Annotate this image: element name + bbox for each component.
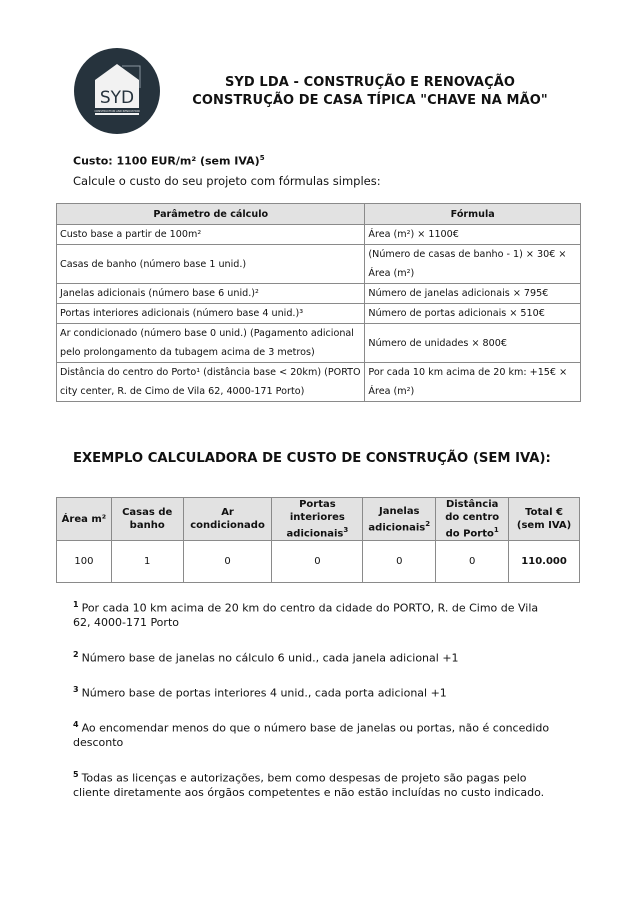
value-total: 110.000 <box>509 541 580 583</box>
cost-per-m2 <box>73 154 265 168</box>
table-header-row <box>57 204 581 225</box>
title-line-1: SYD LDA - CONSTRUÇÃO E RENOVAÇÃO <box>224 75 516 90</box>
header-formula: Fórmula <box>365 204 581 225</box>
table-row <box>57 225 581 245</box>
footnote-5: $^5$ Todas as licenças e autorizações, bem como despesas de projeto são pagas pelo cliente diretamente aos órgãos competentes e não estão incluídas no custo indicado. <box>73 769 545 799</box>
formula-cell: (Número de casas de banho - 1) × 30€ × Área (m²) <box>365 245 581 284</box>
value-bathrooms: 1 <box>111 541 183 583</box>
value-interior-doors: 0 <box>272 541 363 583</box>
value-area: 100 <box>57 541 112 583</box>
title-line-2: CONSTRUÇÃO DE CASA TÍPICA "CHAVE NA MÃO" <box>192 93 548 108</box>
header-area: Área m² <box>57 498 112 541</box>
table-row <box>57 541 580 583</box>
formula-cell: Número de unidades × 800€ <box>365 324 581 363</box>
table-row <box>57 245 581 284</box>
header-bathrooms: Casas de banho <box>111 498 183 541</box>
footnotes <box>73 598 553 817</box>
param-cell: Janelas adicionais (número base 6 unid.)² <box>57 284 365 304</box>
param-cell: Portas interiores adicionais (número base 4 unid.)³ <box>57 304 365 324</box>
logo-tagline: CONSTRUCTION AND RENOVATION <box>94 110 140 113</box>
cost-label: Custo: 1100 EUR/m² (sem IVA) <box>73 154 260 168</box>
parameters-table <box>56 203 581 402</box>
param-cell: Casas de banho (número base 1 unid.) <box>57 245 365 284</box>
header-parameter: Parâmetro de cálculo <box>57 204 365 225</box>
header-interior-doors: Portas interiores adicionais$^3$ <box>272 498 363 541</box>
formula-cell: Número de janelas adicionais × 795€ <box>365 284 581 304</box>
param-cell: Ar condicionado (número base 0 unid.) (Pagamento adicional pelo prolongamento da tubagem acima de 3 metros) <box>57 324 365 363</box>
formula-cell: Área (m²) × 1100€ <box>365 225 581 245</box>
intro-text: Calcule o custo do seu projeto com fórmulas simples: <box>73 174 381 188</box>
footnote-1: $^1$ Por cada 10 km acima de 20 km do centro da cidade do PORTO, R. de Cimo de Vila 62, 4000-171 Porto <box>73 600 539 630</box>
company-logo <box>74 48 160 134</box>
header-distance: Distância do centro do Porto$^1$ <box>436 498 509 541</box>
table-row <box>57 304 581 324</box>
footnote-4: $^4$ Ao encomendar menos do que o número base de janelas ou portas, não é concedido desconto <box>73 719 550 750</box>
value-air-conditioning: 0 <box>183 541 272 583</box>
table-row <box>57 324 581 363</box>
table-row <box>57 363 581 402</box>
logo-text: SYD <box>99 88 135 108</box>
header-windows: Janelas adicionais$^2$ <box>363 498 436 541</box>
document-title <box>180 74 560 110</box>
formula-cell: Por cada 10 km acima de 20 km: +15€ × Área (m²) <box>365 363 581 402</box>
value-distance: 0 <box>436 541 509 583</box>
example-calculator-table <box>56 497 580 583</box>
house-logo-icon <box>74 48 160 134</box>
param-cell: Distância do centro do Porto¹ (distância base < 20km) (PORTO city center, R. de Cimo de Vila 62, 4000-171 Porto) <box>57 363 365 402</box>
footnote-ref-5: 5 <box>259 154 265 162</box>
formula-cell: Número de portas adicionais × 510€ <box>365 304 581 324</box>
table-header-row <box>57 498 580 541</box>
table-row <box>57 284 581 304</box>
param-cell: Custo base a partir de 100m² <box>57 225 365 245</box>
header-air-conditioning: Ar condicionado <box>183 498 272 541</box>
value-windows: 0 <box>363 541 436 583</box>
footnote-3: $^3$ Número base de portas interiores 4 unid., cada porta adicional +1 <box>73 684 447 700</box>
example-heading: EXEMPLO CALCULADORA DE CUSTO DE CONSTRUÇÃO (SEM IVA): <box>73 451 551 466</box>
footnote-2: $^2$ Número base de janelas no cálculo 6 unid., cada janela adicional +1 <box>73 649 459 665</box>
header-total: Total € (sem IVA) <box>509 498 580 541</box>
